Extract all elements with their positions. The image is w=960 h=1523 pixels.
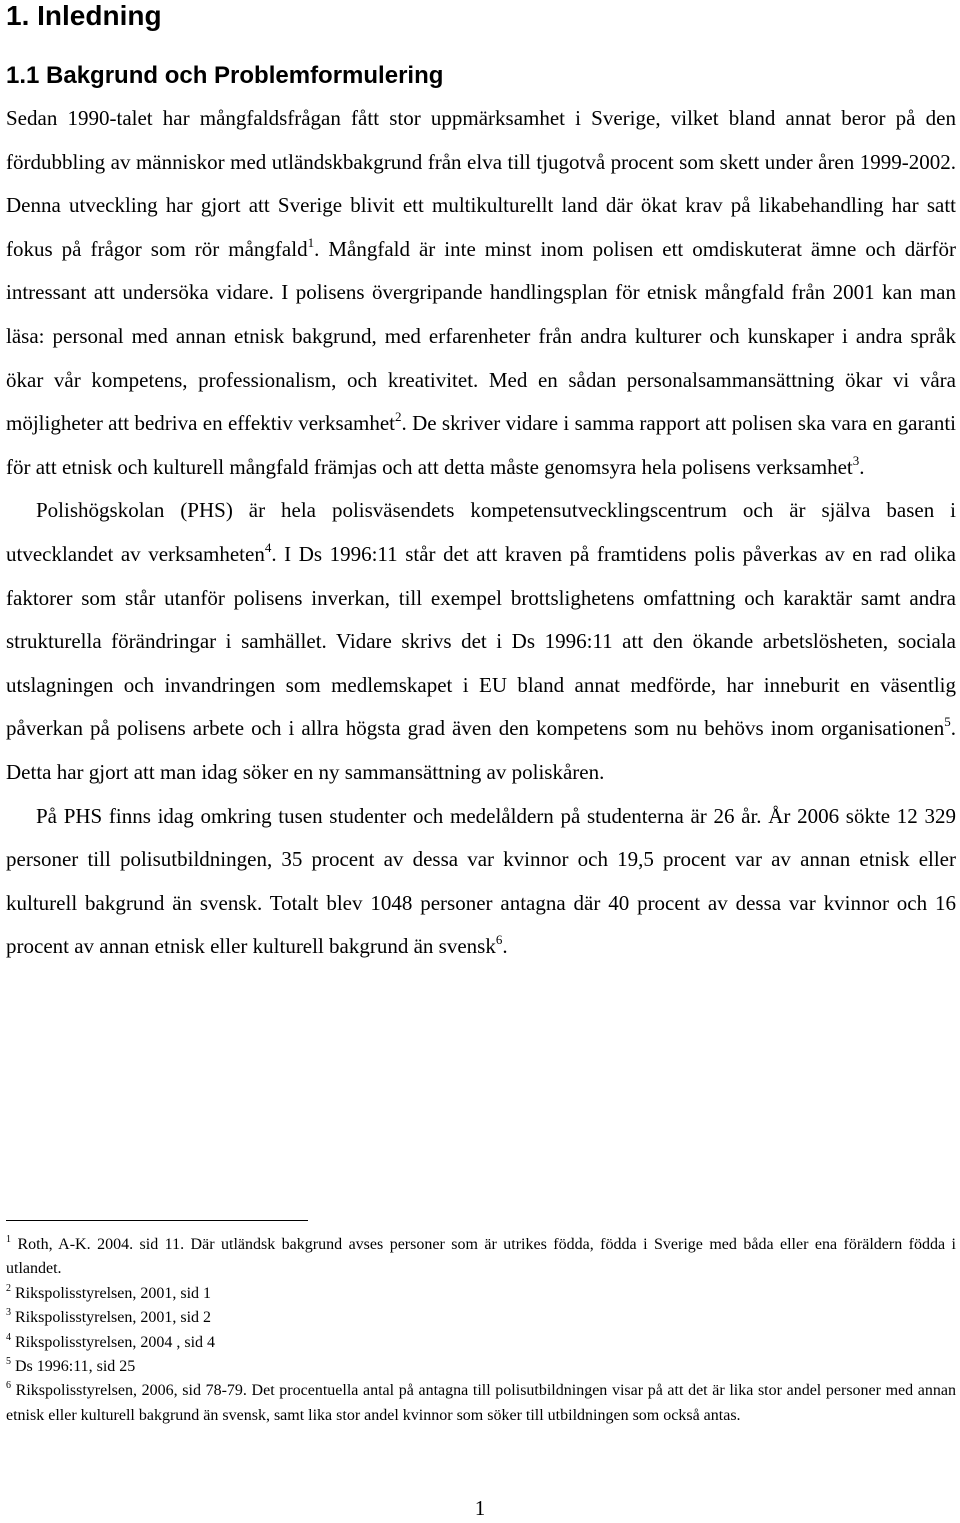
paragraph-text: . bbox=[502, 934, 508, 959]
footnote-2 bbox=[6, 1282, 956, 1306]
page-number: 1 bbox=[474, 1496, 486, 1520]
footnote-5 bbox=[6, 1355, 956, 1379]
footnote-text: Rikspolisstyrelsen, 2001, sid 2 bbox=[15, 1309, 212, 1327]
footnote-ref-2[interactable]: 2 bbox=[395, 409, 402, 425]
footnote-6 bbox=[6, 1379, 956, 1428]
paragraph-1 bbox=[6, 97, 956, 489]
paragraph-text: . I Ds 1996:11 står det att kraven på framtidens polis påverkas av en rad olika faktorer som står utanför polisens inverkan, till exempel brottslighetens omfattning och karaktär samt andra strukturella förändringar i samhället. Vidare skrivs det i Ds 1996:11 att den ökande arbetslösheten, sociala utslagningen och invandringen som medlemskapet i EU bland annat medförde, har inneburit en väsentlig påverkan på polisens arbete och i allra högsta grad även den kompetens som nu behövs inom organisationen bbox=[6, 541, 956, 741]
chapter-heading: 1. Inledning bbox=[6, 0, 162, 31]
paragraph-text: Polishögskolan (PHS) är hela polisväsendets kompetensutvecklingscentrum och är själva basen i utvecklandet av verksamheten bbox=[6, 498, 956, 566]
footnote-1 bbox=[6, 1233, 956, 1282]
footnote-number: 5 bbox=[6, 1356, 11, 1368]
footnote-number: 3 bbox=[6, 1307, 11, 1319]
footnote-ref-1[interactable]: 1 bbox=[307, 234, 315, 250]
footnote-text: Rikspolisstyrelsen, 2006, sid 78-79. Det procentuella antal på antagna till polisutbildningen visar på att det är lika stor andel personer med annan etnisk eller kulturell bakgrund än svensk, samt lika stor andel kvinnor som söker till utbildningen som också antas. bbox=[6, 1382, 957, 1424]
footnote-4 bbox=[6, 1331, 956, 1355]
paragraph-2 bbox=[6, 489, 956, 794]
footnote-ref-4[interactable]: 4 bbox=[264, 539, 272, 555]
paragraph-text: . Detta har gjort att man idag söker en ny sammansättning av poliskåren. bbox=[6, 716, 956, 784]
footnote-number: 2 bbox=[6, 1282, 11, 1294]
footnote-text: Rikspolisstyrelsen, 2004 , sid 4 bbox=[15, 1333, 216, 1351]
paragraph-text: Sedan 1990-talet har mångfaldsfrågan fått stor uppmärksamhet i Sverige, vilket bland annat beror på den fördubbling av människor med utländskbakgrund från elva till tjugotvå procent som skett under åren 1999-2002. Denna utveckling har gjort att Sverige blivit ett multikulturellt land där ökat krav på likabehandling har satt fokus på frågor som rör mångfald bbox=[6, 106, 956, 261]
footnote-number: 6 bbox=[6, 1380, 11, 1392]
footnote-ref-5[interactable]: 5 bbox=[944, 714, 951, 730]
footnote-text: Rikspolisstyrelsen, 2001, sid 1 bbox=[15, 1284, 212, 1302]
paragraph-text: På PHS finns idag omkring tusen studenter och medelåldern på studenterna är 26 år. År 2006 sökte 12 329 personer till polisutbildningen, 35 procent av dessa var kvinnor och 19,5 procent var av annan etnisk eller kulturell bakgrund än svensk. Totalt blev 1048 personer antagna där 40 procent av dessa var kvinnor och 16 procent av annan etnisk eller kulturell bakgrund än svensk bbox=[6, 803, 956, 959]
footnote-separator bbox=[6, 1220, 308, 1221]
section-heading: 1.1 Bakgrund och Problemformulering bbox=[6, 62, 444, 89]
paragraph-text: . De skriver vidare i samma rapport att polisen ska vara en garanti för att etnisk och kulturell mångfald främjas och att detta måste genomsyra hela polisens verksamhet bbox=[6, 411, 956, 479]
paragraph-3 bbox=[6, 795, 956, 969]
footnote-text: Roth, A-K. 2004. sid 11. Där utländsk bakgrund avses personer som är utrikes födda, födda i Sverige med båda eller ena föräldern födda i utlandet. bbox=[6, 1236, 956, 1278]
footnotes bbox=[6, 1233, 956, 1428]
footnote-text: Ds 1996:11, sid 25 bbox=[15, 1358, 136, 1376]
footnote-ref-6[interactable]: 6 bbox=[495, 932, 503, 948]
paragraph-text: . Mångfald är inte minst inom polisen ett omdiskuterat ämne och därför intressant att undersöka vidare. I polisens övergripande handlingsplan för etnisk mångfald från 2001 kan man läsa: personal med annan etnisk bakgrund, med erfarenheter från andra kulturer och kunskaper i andra språk ökar vår kompetens, professionalism, och kreativitet. Med en sådan personalsammansättning ökar vi våra möjligheter att bedriva en effektiv verksamhet bbox=[6, 236, 956, 436]
paragraph-text: . bbox=[859, 454, 865, 479]
footnote-number: 1 bbox=[6, 1234, 11, 1245]
footnote-number: 4 bbox=[6, 1331, 11, 1343]
footnote-ref-3[interactable]: 3 bbox=[852, 452, 860, 468]
footnote-3 bbox=[6, 1306, 956, 1330]
body-text bbox=[6, 97, 956, 969]
